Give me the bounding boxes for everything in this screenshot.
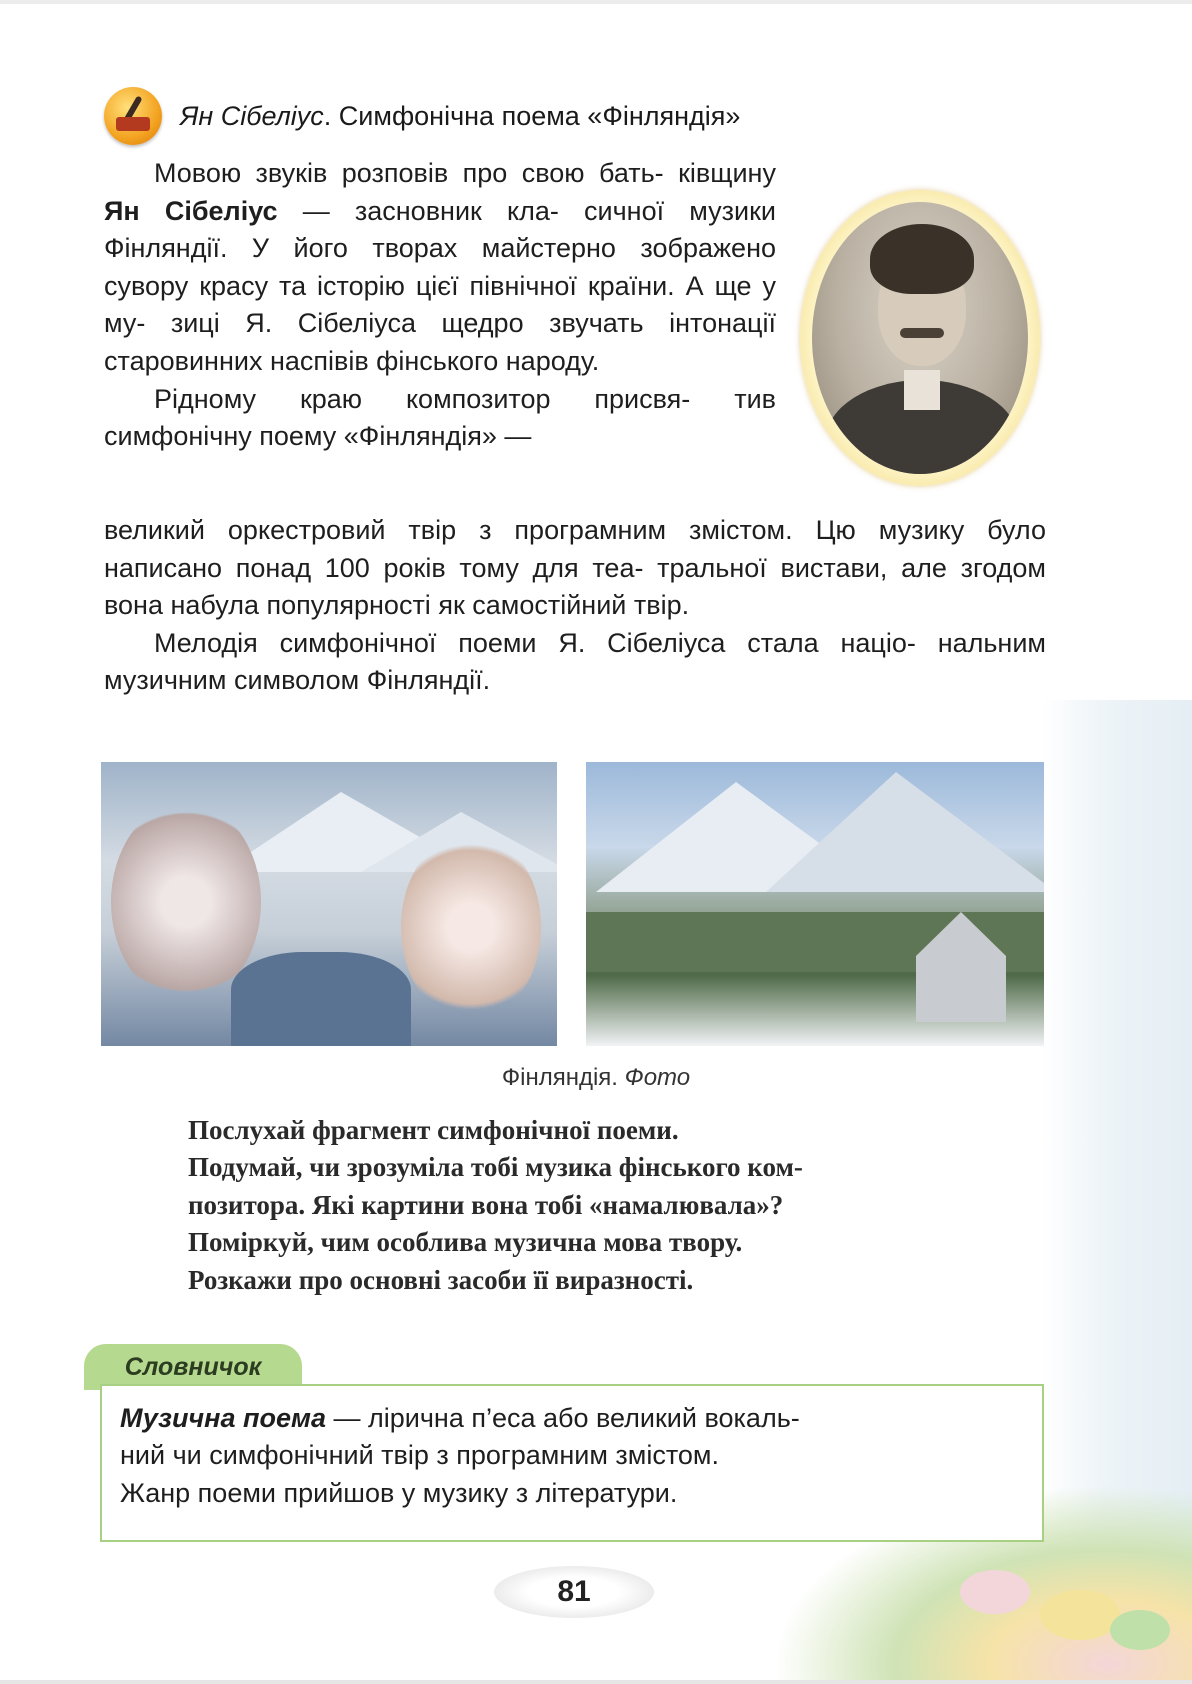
composer-highlight: Ян Сібеліус [104,195,278,226]
definition-line: ний чи симфонічний твір з програмним змістом. [120,1440,719,1471]
text-line: зиці Я. Сібеліуса щедро звучать інтонації [170,308,776,339]
text-line: тральної вистави, але згодом вона набула популярності [104,552,1046,621]
task-questions [188,1112,1040,1299]
intro-text [104,155,776,456]
flower-decoration [960,1570,1030,1614]
title-rest: . Симфонічна поема «Фінляндія» [323,100,741,131]
text-line: історію цієї північної країни. А ще у му- [104,270,776,339]
section-header [104,84,740,148]
flower-decoration [1110,1610,1170,1650]
composer-portrait [812,202,1028,474]
task-line: Розкажи про основні засоби її виразності. [188,1264,694,1295]
task-line: Послухай фрагмент симфонічної поеми. [188,1115,679,1145]
caption-text: Фінляндія. [501,1064,625,1091]
section-title [180,101,740,132]
definition-text: — лірична п’еса або великий вокаль- [326,1403,800,1433]
main-text [104,512,1046,700]
text-line: тив симфонічну поему «Фінляндія» — [104,383,776,452]
dictionary-definition [120,1400,1022,1512]
text-line: — засновник кла- [277,195,559,226]
text-line: Мовою звуків розповів про свою бать- [154,158,664,188]
text-line: Рідному краю композитор присвя- [154,383,691,414]
paragraph [104,155,776,381]
caption-italic: Фото [624,1064,691,1091]
task-line: Подумай, чи зрозуміла тобі музика фінського ком- [188,1152,803,1183]
text-line: великий оркестровий твір з програмним змістом. Цю [104,515,856,545]
dictionary-term: Музична поема [120,1403,326,1433]
text-line: нальним музичним символом Фінляндії. [104,627,1046,696]
quill-book-icon [104,87,162,145]
composer-name: Ян Сібеліус [180,100,324,131]
flower-decoration [1040,1590,1120,1640]
text-line: як самостійний твір. [438,590,690,621]
definition-line: Жанр поеми прийшов у музику з літератури. [120,1477,678,1508]
text-line: майстерно зображено сувору красу та [104,233,776,301]
task-line: Поміркуй, чим особлива музична мова твору. [188,1227,743,1258]
text-line: старовинних наспівів фінського народу. [104,345,600,376]
paragraph-continued [104,512,1046,625]
composer-portrait-frame [800,190,1040,486]
text-line: Мелодія симфонічної поеми Я. Сібеліуса стала націо- [154,627,916,658]
paragraph [104,625,1046,700]
page-number: 81 [494,1566,654,1618]
page-top-border [0,0,1192,4]
definition-line [120,1400,1022,1437]
text-line: сичної музики Фінляндії. У його творах [104,195,776,264]
dictionary-tab: Словничок [84,1344,302,1390]
paragraph [104,381,776,456]
page-bottom-border [0,1680,1192,1684]
task-line: позитора. Які картини вона тобі «намалювала»? [188,1189,784,1220]
text-line: ківщину [678,158,776,188]
text-line: музику було написано понад 100 років тому для теа- [104,515,1046,583]
dictionary-box [100,1384,1044,1542]
mountain-valley-photo [586,762,1044,1046]
winter-river-photo [101,762,557,1046]
photo-caption [0,1064,1192,1092]
